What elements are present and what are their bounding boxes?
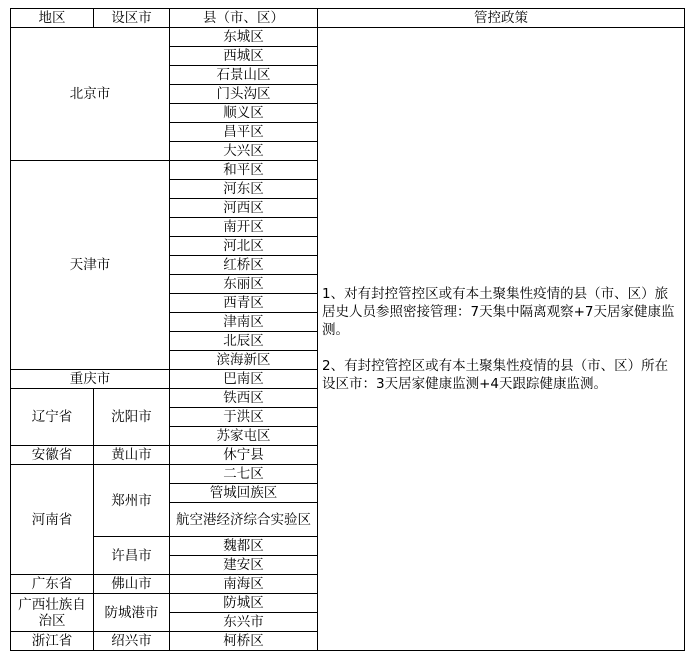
county-cell: 南开区 <box>170 218 318 237</box>
city-huangshan: 黄山市 <box>94 446 170 465</box>
region-zhejiang: 浙江省 <box>11 632 94 651</box>
county-cell: 于洪区 <box>170 408 318 427</box>
county-cell: 石景山区 <box>170 66 318 85</box>
county-cell: 航空港经济综合实验区 <box>170 503 318 537</box>
county-cell: 津南区 <box>170 313 318 332</box>
county-cell: 巴南区 <box>170 370 318 389</box>
county-cell: 魏都区 <box>170 537 318 556</box>
header-county: 县（市、区） <box>170 9 318 28</box>
city-xuchang: 许昌市 <box>94 537 170 575</box>
county-cell: 昌平区 <box>170 123 318 142</box>
county-cell: 北辰区 <box>170 332 318 351</box>
policy-item-1: 1、对有封控管控区或有本土聚集性疫情的县（市、区）旅居史人员参照密接管理：7天集中隔离观察+7天居家健康监测。 <box>322 286 675 338</box>
county-cell: 大兴区 <box>170 142 318 161</box>
county-cell: 河东区 <box>170 180 318 199</box>
county-cell: 东兴市 <box>170 613 318 632</box>
county-cell: 河西区 <box>170 199 318 218</box>
county-cell: 西城区 <box>170 47 318 66</box>
header-row <box>11 9 685 28</box>
county-cell: 红桥区 <box>170 256 318 275</box>
county-cell: 管城回族区 <box>170 484 318 503</box>
county-cell: 铁西区 <box>170 389 318 408</box>
region-beijing: 北京市 <box>11 28 170 161</box>
header-region: 地区 <box>11 9 94 28</box>
city-foshan: 佛山市 <box>94 575 170 594</box>
region-guangxi: 广西壮族自治区 <box>11 594 94 632</box>
policy-table <box>10 8 685 651</box>
county-cell: 柯桥区 <box>170 632 318 651</box>
region-chongqing: 重庆市 <box>11 370 170 389</box>
header-city: 设区市 <box>94 9 170 28</box>
county-cell: 建安区 <box>170 556 318 575</box>
region-tianjin: 天津市 <box>11 161 170 370</box>
region-liaoning: 辽宁省 <box>11 389 94 446</box>
city-fangchenggang: 防城港市 <box>94 594 170 632</box>
header-policy: 管控政策 <box>318 9 685 28</box>
region-guangdong: 广东省 <box>11 575 94 594</box>
county-cell: 河北区 <box>170 237 318 256</box>
region-henan: 河南省 <box>11 465 94 575</box>
table-row <box>11 28 685 47</box>
county-cell: 西青区 <box>170 294 318 313</box>
region-anhui: 安徽省 <box>11 446 94 465</box>
county-cell: 东丽区 <box>170 275 318 294</box>
county-cell: 和平区 <box>170 161 318 180</box>
county-cell: 门头沟区 <box>170 85 318 104</box>
policy-item-2: 2、有封控管控区或有本土聚集性疫情的县（市、区）所在设区市：3天居家健康监测+4天跟踪健康监测。 <box>322 358 669 392</box>
county-cell: 休宁县 <box>170 446 318 465</box>
county-cell: 滨海新区 <box>170 351 318 370</box>
county-cell: 顺义区 <box>170 104 318 123</box>
county-cell: 苏家屯区 <box>170 427 318 446</box>
city-shaoxing: 绍兴市 <box>94 632 170 651</box>
county-cell: 防城区 <box>170 594 318 613</box>
city-zhengzhou: 郑州市 <box>94 465 170 537</box>
city-shenyang: 沈阳市 <box>94 389 170 446</box>
county-cell: 二七区 <box>170 465 318 484</box>
policy-cell <box>318 28 685 651</box>
county-cell: 南海区 <box>170 575 318 594</box>
county-cell: 东城区 <box>170 28 318 47</box>
